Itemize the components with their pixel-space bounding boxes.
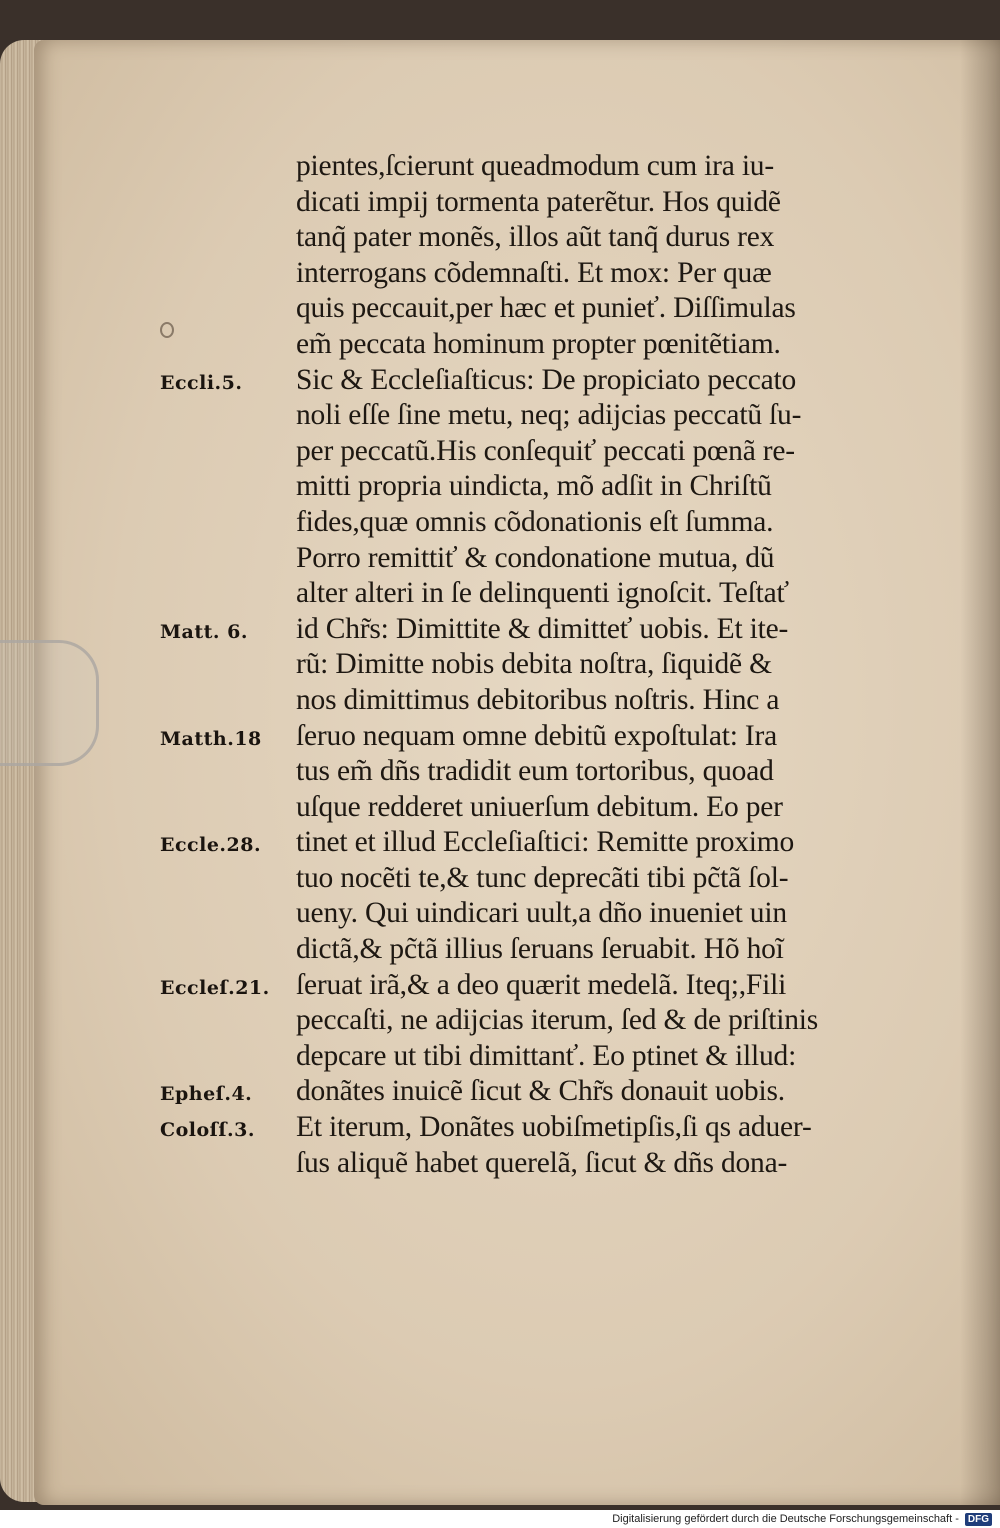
page-clip <box>0 640 99 766</box>
line-text: fides,quæ omnis cõdonationis eſt ſumma. <box>296 505 774 538</box>
line-text: Et iterum, Donãtes uobiſmetipſis,ſi qs aduer- <box>296 1111 812 1144</box>
line-text: per peccatũ.His conſequiť peccati pœnã re- <box>296 434 795 467</box>
text-line <box>160 328 920 364</box>
text-block <box>160 150 920 1182</box>
line-text: Sic & Eccleſiaſticus: De propiciato peccato <box>296 363 797 396</box>
line-text: id Chr̃s: Dimittite & dimitteť uobis. Et ite- <box>296 612 789 645</box>
text-line <box>160 862 920 898</box>
text-line <box>160 221 920 257</box>
text-line <box>160 969 920 1005</box>
line-text: ueny. Qui uindicari uult,a dño inueniet uin <box>296 897 787 930</box>
text-line <box>160 684 920 720</box>
text-line <box>160 186 920 222</box>
line-text: pientes,ſcierunt queadmodum cum ira iu- <box>296 150 774 182</box>
line-text: tus em̃ dñs tradidit eum tortoribus, quoad <box>296 755 774 788</box>
line-text: Porro remittiť & condonatione mutua, dũ <box>296 541 775 574</box>
text-line <box>160 1004 920 1040</box>
line-text: dicati impij tormenta paterẽtur. Hos quidẽ <box>296 185 781 218</box>
text-line <box>160 399 920 435</box>
line-text: ſus aliquẽ habet querelã, ſicut & dñs dona- <box>296 1146 788 1179</box>
margin-note: Matth.18 <box>160 727 262 750</box>
line-text: uſque redderet uniuerſum debitum. Eo per <box>296 790 783 823</box>
text-line <box>160 364 920 400</box>
margin-note: Coloſſ.3. <box>160 1119 255 1142</box>
line-text: ſeruat irã,& a deo quærit medelã. Iteq;,Fili <box>296 968 787 1001</box>
margin-note: Eccli.5. <box>160 371 243 394</box>
line-text: interrogans cõdemnaſti. Et mox: Per quæ <box>296 256 772 289</box>
text-line <box>160 1040 920 1076</box>
line-text: ſeruo nequam omne debitũ expoſtulat: Ira <box>296 719 778 752</box>
line-text: mitti propria uindicta, mõ adſit in Chriſtũ <box>296 470 772 503</box>
text-line <box>160 506 920 542</box>
line-text: donãtes inuicẽ ſicut & Chr̃s donauit uobis. <box>296 1075 785 1108</box>
text-line <box>160 1075 920 1111</box>
text-line <box>160 257 920 293</box>
text-line <box>160 933 920 969</box>
text-line <box>160 826 920 862</box>
footer-credit: Digitalisierung gefördert durch die Deutsche Forschungsgemeinschaft - <box>612 1513 959 1525</box>
text-line <box>160 720 920 756</box>
text-line <box>160 648 920 684</box>
line-text: nos dimittimus debitoribus noſtris. Hinc a <box>296 683 780 716</box>
text-line <box>160 1147 920 1183</box>
text-line <box>160 150 920 186</box>
binding-shadow <box>960 40 1000 1505</box>
text-line <box>160 897 920 933</box>
text-line <box>160 292 920 328</box>
text-line <box>160 435 920 471</box>
line-text: tinet et illud Eccleſiaſtici: Remitte proximo <box>296 826 795 859</box>
margin-note: Matt. 6. <box>160 620 248 643</box>
line-text: peccaſti, ne adijcias iterum, ſed & de priſtinis <box>296 1004 819 1037</box>
line-text: em̃ peccata hominum propter pœnitẽtiam. <box>296 327 781 360</box>
line-text: dictã,& pc̃tã illius ſeruans ſeruabit. Hõ hoĩ <box>296 933 784 966</box>
dfg-logo[interactable]: DFG <box>965 1513 992 1526</box>
text-line <box>160 577 920 613</box>
margin-note: Epheſ.4. <box>160 1083 253 1106</box>
footer-bar <box>0 1510 1000 1528</box>
text-line <box>160 613 920 649</box>
text-line <box>160 1111 920 1147</box>
line-text: noli eſſe ſine metu, neq; adijcias peccatũ ſu- <box>296 399 802 432</box>
margin-note: Eccle.28. <box>160 834 262 857</box>
line-text: tanq̃ pater monẽs, illos aũt tanq̃ durus rex <box>296 221 775 254</box>
line-text: depcare ut tibi dimittanť. Eo ptinet & illud: <box>296 1039 797 1072</box>
margin-note: Eccleſ.21. <box>160 976 270 999</box>
text-line <box>160 470 920 506</box>
text-line <box>160 542 920 578</box>
line-text: alter alteri in ſe delinquenti ignoſcit. Teſtať <box>296 577 789 610</box>
line-text: tuo nocẽti te,& tunc deprecãti tibi pc̃tã ſol- <box>296 861 789 894</box>
line-text: quis peccauit,per hæc et punieť. Diſſimulas <box>296 292 796 325</box>
line-text: rũ: Dimitte nobis debita noſtra, ſiquidẽ & <box>296 648 772 681</box>
text-line <box>160 791 920 827</box>
text-line <box>160 755 920 791</box>
